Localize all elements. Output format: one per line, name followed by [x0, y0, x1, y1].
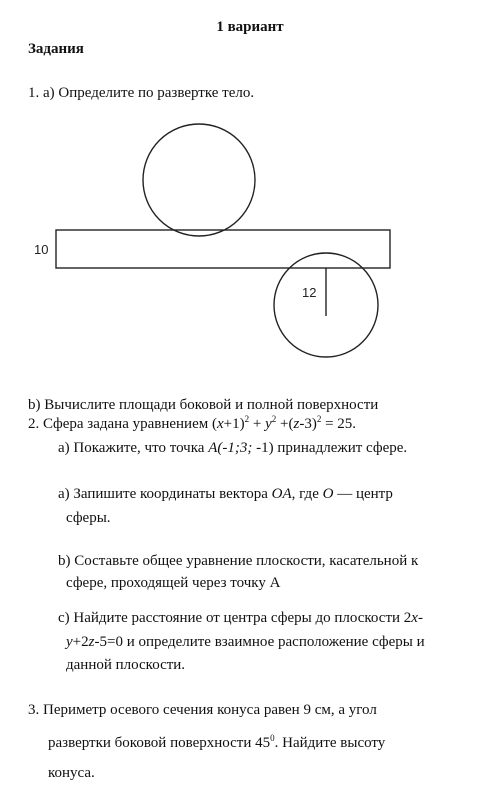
- section-title: Задания: [28, 41, 84, 57]
- net-figure: [0, 120, 500, 370]
- task1-a: 1. а) Определите по развертке тело.: [28, 85, 255, 101]
- task3-line3: конуса.: [48, 765, 95, 781]
- task3-line2: развертки боковой поверхности $45^0$. Найдите высоту: [48, 733, 386, 751]
- task2-b-line2: сфере, проходящей через точку А: [66, 575, 281, 591]
- variant-title: 1 вариант: [216, 19, 284, 35]
- rect-height-label: 10: [34, 242, 49, 257]
- task3-line1: 3. Периметр осевого сечения конуса равен 9 см, а угол: [28, 702, 377, 718]
- lateral-rectangle: [56, 230, 390, 268]
- task2-c-line3: данной плоскости.: [66, 657, 186, 673]
- task2-c-line2: y+2z-5=0 и определите взаимное расположение сферы и: [66, 634, 425, 650]
- task1-b: b) Вычислите площади боковой и полной поверхности: [28, 397, 379, 413]
- radius-label: 12: [302, 285, 317, 300]
- task2-a2-line1: а) Запишите координаты вектора OA, где O — центр: [58, 486, 393, 502]
- task2-a1: а) Покажите, что точка A(-1;3; -1) принадлежит сфере.: [58, 440, 408, 456]
- task2-c-line1: c) Найдите расстояние от центра сферы до плоскости 2x-: [58, 610, 423, 626]
- top-circle: [143, 124, 255, 236]
- task2-b-line1: b) Составьте общее уравнение плоскости, касательной к: [58, 553, 419, 569]
- task2-a2-line2: сферы.: [66, 510, 111, 526]
- task2-intro: 2. Сфера задана уравнением $(x+1)^2 + y^2 +(z-3)^2 = 25$.: [28, 414, 357, 432]
